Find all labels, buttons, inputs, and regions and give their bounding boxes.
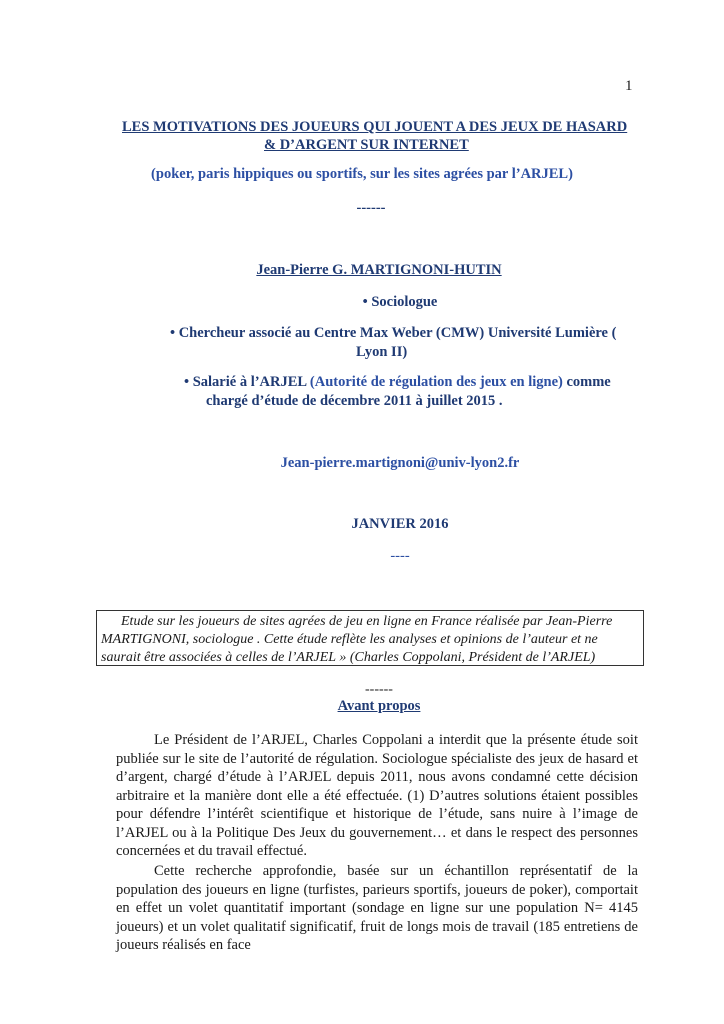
- page-number: 1: [625, 78, 633, 94]
- paragraph-1-text: Le Président de l’ARJEL, Charles Coppolani a interdit que la présente étude soit publiée sur le site de l’autorité de régulation. Sociologue spécialiste des jeux de hasard et d’argent, chargé d’étude à l’ARJEL depuis 2011, nous avons condamné cette décision arbitraire et la manière dont elle a été effectuée. (1) D’autres solutions étaient possibles pour défendre l’intérêt scientifique et historique de l’étude, sans nuire à l’image de l’ARJEL ou à la Politique Des Jeux du gouvernement… et dans le respect des personnes concernées et du travail effectué.: [116, 732, 638, 859]
- bullet-3-part-3: comme: [562, 374, 611, 390]
- notice-line-1: Etude sur les joueurs de sites agrées de jeu en ligne en France réalisée par Jean-Pierre: [121, 614, 613, 629]
- document-date: JANVIER 2016: [351, 516, 449, 532]
- bullet-dot: •: [184, 374, 190, 390]
- bullet-3-line-2: chargé d’étude de décembre 2011 à juillet 2015 .: [206, 393, 503, 409]
- bullet-2-line-1: Chercheur associé au Centre Max Weber (CMW) Université Lumière (: [178, 325, 617, 341]
- notice-line-2: MARTIGNONI, sociologue . Cette étude reflète les analyses et opinions de l’auteur et ne: [101, 632, 598, 647]
- bullet-dot: •: [362, 294, 368, 310]
- notice-line-3: saurait être associées à celles de l’ARJEL » (Charles Coppolani, Président de l’ARJEL): [101, 650, 596, 665]
- bullet-3-part-2: (Autorité de régulation des jeux en ligne): [306, 374, 563, 390]
- paragraph-2-text: Cette recherche approfondie, basée sur un échantillon représentatif de la population des joueurs en ligne (turfistes, parieurs sportifs, joueurs de poker), comportait en effet un volet quantitatif important (sondage en ligne sur une population N= 4145 joueurs) et un volet qualitatif significatif, fruit de longs mois de travail (185 entretiens de joueurs réalisés en face: [116, 863, 638, 953]
- bullet-sociologue: [0, 294, 724, 311]
- author-name: Jean-Pierre G. MARTIGNONI-HUTIN: [256, 262, 502, 278]
- title-line-2: & D’ARGENT SUR INTERNET: [264, 137, 469, 153]
- paragraph-2: [116, 862, 638, 955]
- bullet-salarie: [184, 373, 654, 411]
- section-heading: Avant propos: [337, 698, 421, 714]
- author-email: Jean-pierre.martignoni@univ-lyon2.fr: [280, 455, 520, 471]
- separator-2: ----: [390, 548, 410, 564]
- bullet-1-text: Sociologue: [371, 294, 438, 310]
- bullet-chercheur: [170, 324, 650, 362]
- document-subtitle: (poker, paris hippiques ou sportifs, sur les sites agrées par l’ARJEL): [151, 166, 573, 182]
- notice-box: [96, 610, 644, 666]
- document-title: [122, 118, 642, 154]
- separator-3: ------: [365, 682, 393, 697]
- paragraph-1: [116, 731, 638, 861]
- bullet-2-line-2: Lyon II): [356, 344, 408, 360]
- bullet-dot: •: [170, 325, 176, 341]
- separator-1: ------: [356, 200, 386, 216]
- title-line-1: LES MOTIVATIONS DES JOUEURS QUI JOUENT A DES JEUX DE HASARD: [122, 119, 628, 135]
- bullet-3-part-1: Salarié à l’ARJEL: [192, 374, 307, 390]
